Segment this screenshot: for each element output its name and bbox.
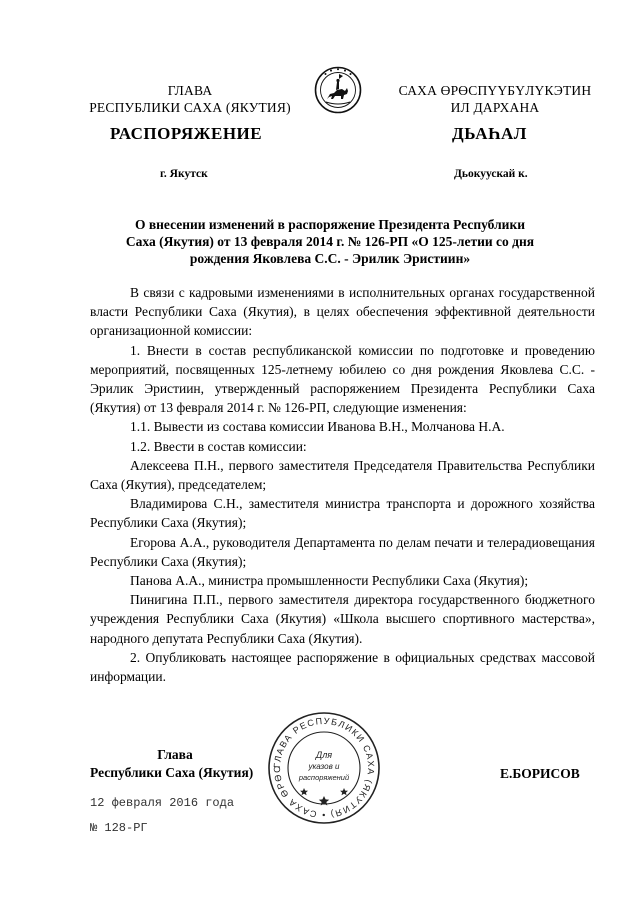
body-paragraph: Алексеева П.Н., первого заместителя Председателя Правительства Республики Саха (Якутия), председателем; [90, 457, 595, 493]
header-right-line2: ИЛ ДАРХАНА [450, 100, 540, 115]
title-line1: О внесении изменений в распоряжение Президента Республики [134, 217, 526, 232]
signature-title-line2: Республики Саха (Якутия) [90, 765, 254, 780]
body-paragraph: Пинигина П.П., первого заместителя директора государственного бюджетного учреждения Республики Саха (Якутия) «Школа высшего спортивного мастерства», народного депутата Республики Саха (Якутия). [90, 592, 595, 646]
stamp-center-line1: Для [315, 750, 333, 760]
title-line2: Саха (Якутия) от 13 февраля 2014 г. № 126-РП «О 125-летии со дня [125, 234, 535, 249]
official-stamp [266, 710, 382, 826]
header-right-line1: САХА ӨРӨСПҮҮБҮЛҮКЭТИН [398, 83, 592, 98]
republic-emblem [314, 66, 362, 114]
signature-title-line1: Глава [157, 747, 193, 762]
body-paragraph: 1.1. Вывести из состава комиссии Иванова В.Н., Молчанова Н.А. [130, 419, 505, 435]
stamp-center-line3: распоряжений [298, 773, 350, 782]
city-right: Дьокуускай к. [454, 168, 528, 180]
emblem-icon [314, 66, 362, 114]
stamp-icon [266, 710, 382, 826]
city-left: г. Якутск [160, 168, 208, 180]
body-paragraph: Владимирова С.Н., заместителя министра транспорта и дорожного хозяйства Республики Саха (Якутия); [90, 496, 595, 531]
header-left-line1: ГЛАВА [167, 83, 213, 98]
body-paragraph: В связи с кадровыми изменениями в исполнительных органах государственной власти Республики Саха (Якутия), в целях обеспечения эффективной деятельности организационной комиссии: [90, 285, 595, 339]
body-paragraph: Панова А.А., министра промышленности Республики Саха (Якутия); [130, 573, 529, 589]
header-right [380, 82, 610, 116]
stamp-ring-text: ГЛАВА РЕСПУБЛИКИ САХА (ЯКУТИЯ) • САХА ӨРӨС [271, 715, 377, 821]
header-left-line2: РЕСПУБЛИКИ САХА (ЯКУТИЯ) [89, 100, 291, 115]
doc-type-left: РАСПОРЯЖЕНИЕ [110, 124, 263, 143]
body-paragraph: Егорова А.А., руководителя Департамента по делам печати и телерадиовещания Республики Саха (Якутия); [90, 534, 595, 569]
signature-name: Е.БОРИСОВ [500, 766, 580, 781]
document-body [90, 283, 595, 686]
body-paragraph: 2. Опубликовать настоящее распоряжение в официальных средствах массовой информации. [90, 649, 595, 685]
document-title [100, 216, 560, 267]
body-paragraph: 1.2. Ввести в состав комиссии: [130, 438, 307, 454]
header-left [80, 82, 300, 116]
stamp-center-line2: указов и [308, 762, 340, 771]
body-paragraph: 1. Внести в состав республиканской комиссии по подготовке и проведению мероприятий, посвященных 125-летнему юбилею со дня рождения Яковлева С.С. - Эрилик Эристиин, утвержденный распоряжением Президента Республики Саха (Якутия) от 13 февраля 2014 г. № 126-РП, следующие изменения: [90, 342, 595, 416]
signature-title [90, 746, 280, 782]
doc-type-right: ДЬАҺАЛ [452, 124, 527, 143]
title-line3: рождения Яковлева С.С. - Эрилик Эристиин» [189, 251, 471, 266]
footer-number: № 128-РГ [90, 821, 148, 835]
footer-date: 12 февраля 2016 года [90, 796, 235, 810]
